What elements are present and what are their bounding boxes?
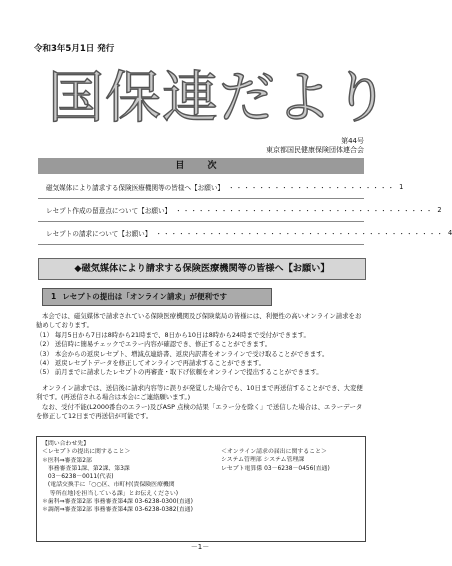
contact-line: ＊調剤⇒審査第2部 事務審査第4課 03-6238-0382(直通) xyxy=(42,507,193,514)
toc-item[interactable] xyxy=(38,199,442,222)
benefit-item: （1） 毎月5日から7日は8時から21時まで、8日から10日は8時から24時まで受付ができます。 xyxy=(36,330,310,339)
contact-line: レセプト電算係 03－6238－0456(直通) xyxy=(221,465,330,472)
contact-line: (電話交換手に「○○区、市町村(貴保険医療機関 xyxy=(42,482,175,489)
publisher-name: 東京都国民健康保険団体連合会 xyxy=(266,146,364,154)
contact-line: ＜レセプトの提出に関すること＞ xyxy=(42,449,131,456)
contact-line: 事務審査第1課、第2課、第3課 xyxy=(42,465,130,472)
section-number: 1 xyxy=(51,292,57,301)
toc-item-title: レセプトの請求について【お願い】 xyxy=(46,230,152,238)
resend-paragraph: オンライン請求では、送信後に請求内容等に誤りが発覚した場合でも、10日まで再送信することができ、大変便利です。(再送信される場合は本会にご連絡願います。) xyxy=(36,383,363,402)
contact-line: 等所在地)を担当している課」とお伝えください) xyxy=(42,490,179,497)
article-banner: ◆磁気媒体により請求する保険医療機関等の皆様へ【お願い】 xyxy=(38,258,366,280)
section-title: レセプトの提出は「オンライン請求」が便利です xyxy=(62,292,227,301)
contact-box xyxy=(36,436,366,542)
benefit-item: （3） 本会からの返戻レセプト、増減点連絡書、返戻内訳書をオンラインで受け取ることができます。 xyxy=(36,349,329,358)
toc-leader-dots: ・・・・・・・・・・・・・・・・・・・・・・・・・・・・・・・・・・・・・・ xyxy=(155,230,444,238)
newsletter-title: 国保連だより xyxy=(48,66,390,131)
benefit-item: （5） 前月までに請求したレセプトの再審査・取下げ依頼をオンラインで提出することができます。 xyxy=(36,368,323,377)
benefit-item: （2） 送信時に簡易チェックでエラー内容が確認でき、修正することができます。 xyxy=(36,340,272,349)
toc-leader-dots: ・・・・・・・・・・・・・・・・・・・・・・ xyxy=(228,184,396,192)
toc-item-title: 磁気媒体により請求する保険医療機関等の皆様へ【お願い】 xyxy=(46,184,225,192)
article-body xyxy=(36,312,366,421)
contact-line: ＜オンライン請求の届出に関すること＞ xyxy=(221,449,327,455)
toc-item-page: 2 xyxy=(437,206,442,214)
contact-line: ＊歯科⇒審査第2部 事務審査第4課 03-6238-0300(直通) xyxy=(42,499,193,506)
benefit-item: （4） 返戻レセプトデータを修正してオンラインで再請求することができます。 xyxy=(36,359,266,368)
contact-line: 03－6238－0011(代表) xyxy=(42,474,114,481)
table-of-contents xyxy=(38,176,452,245)
issue-number: 第44号 xyxy=(341,137,364,145)
intro-paragraph: 本会では、磁気媒体で請求されている保険医療機関及び保険薬局の皆様には、利便性の高いオンライン請求をお勧めしております。 xyxy=(36,312,362,330)
toc-item[interactable] xyxy=(38,176,404,199)
contact-heading: 【問い合わせ先】 xyxy=(42,441,90,447)
page-number: －1－ xyxy=(190,543,210,551)
toc-item-title: レセプト作成の留意点について【お願い】 xyxy=(46,207,172,215)
toc-item[interactable] xyxy=(38,222,452,245)
contact-line: ＊医科⇒審査第2部 xyxy=(42,457,92,464)
issue-date: 令和3年5月1日 発行 xyxy=(34,44,115,54)
toc-item-page: 4 xyxy=(447,229,452,237)
contact-line: システム管理部 システム管理課 xyxy=(221,457,305,464)
toc-item-page: 1 xyxy=(399,183,404,191)
toc-leader-dots: ・・・・・・・・・・・・・・・・・・・・・・・・・・・・・・・・・・ xyxy=(175,207,434,215)
toc-heading: 目 次 xyxy=(38,158,364,174)
section-heading xyxy=(42,288,272,306)
error-paragraph: なお、受付不能(L2000番台のエラー)及びASP 点検の結果「エラー分を除く」で送信した場合は、エラーデータを修正して12日まで再送信が可能です。 xyxy=(36,402,363,421)
